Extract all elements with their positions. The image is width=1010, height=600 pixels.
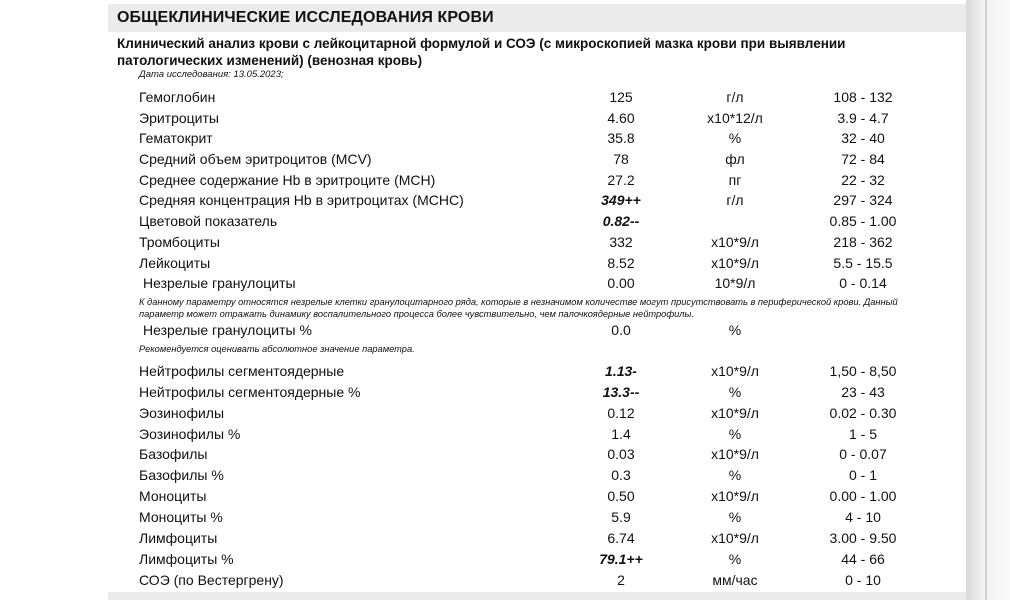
- test-subtitle: Клинический анализ крови с лейкоцитарной формулой и СОЭ (с микроскопией мазка крови при выявлении патологических изменений) (венозная кровь): [117, 36, 846, 68]
- row-name: Среднее содержание Hb в эритроците (MCH): [139, 172, 436, 188]
- result-row-segmented-neutrophils: [0, 363, 966, 383]
- row-name: Базофилы: [139, 446, 208, 462]
- row-name: Эозинофилы %: [139, 426, 241, 442]
- row-reference: 0.02 - 0.30: [829, 405, 897, 421]
- result-row-erythrocytes: [0, 110, 966, 130]
- row-reference: 0.00 - 1.00: [829, 488, 897, 504]
- row-name: Средний объем эритроцитов (MCV): [139, 151, 372, 167]
- row-value-flagged: 349++: [601, 192, 641, 208]
- row-reference: 218 - 362: [833, 234, 893, 250]
- row-unit: мм/час: [712, 572, 758, 588]
- row-value: 1.4: [611, 426, 631, 442]
- row-name: СОЭ (по Вестергрену): [139, 572, 284, 588]
- row-reference: 23 - 43: [841, 384, 885, 400]
- result-row-mchc: [0, 192, 966, 212]
- row-name: Незрелые гранулоциты %: [143, 322, 312, 338]
- row-unit: %: [728, 467, 742, 483]
- row-value: 35.8: [607, 130, 635, 146]
- row-name: Лимфоциты: [139, 530, 218, 546]
- row-unit: x10*9/л: [711, 405, 759, 421]
- row-name: Средняя концентрация Hb в эритроцитах (MCHC): [139, 192, 464, 208]
- row-value-flagged: 0.82--: [602, 213, 640, 229]
- row-value-flagged: 79.1++: [599, 551, 643, 567]
- row-reference: 0 - 10: [845, 572, 881, 588]
- row-reference: 4 - 10: [845, 509, 881, 525]
- row-value: 8.52: [607, 255, 635, 271]
- row-unit: x10*9/л: [711, 530, 759, 546]
- result-row-lymphocytes-percent: [0, 551, 966, 571]
- row-unit: 10*9/л: [714, 275, 756, 291]
- row-name: Гематокрит: [139, 130, 213, 146]
- row-value: 0.00: [607, 275, 635, 291]
- row-unit: %: [728, 130, 742, 146]
- row-reference: 1 - 5: [848, 426, 877, 442]
- immature-granulocytes-note: К данному параметру относятся незрелые клетки гранулоцитарного ряда, которые в незначимом количестве могут присутствовать в периферической крови. Данный параметр может отражать динамику воспалительного процесса более чувствительно, чем палочкоядерные нейтрофилы.: [139, 297, 898, 319]
- result-row-esr: [0, 572, 966, 592]
- row-reference: 108 - 132: [833, 89, 893, 105]
- row-value: 125: [609, 89, 633, 105]
- row-value: 4.60: [607, 110, 635, 126]
- footer-bar: [108, 592, 966, 600]
- row-reference: 3.00 - 9.50: [829, 530, 897, 546]
- row-name: Гемоглобин: [139, 89, 216, 105]
- row-value: 78: [613, 151, 629, 167]
- page-edge: [985, 0, 987, 600]
- row-value: 5.9: [611, 509, 631, 525]
- row-value: 0.03: [607, 446, 635, 462]
- result-row-monocytes-percent: [0, 509, 966, 529]
- row-unit: фл: [725, 151, 745, 167]
- row-name: Лейкоциты: [139, 255, 211, 271]
- result-row-segmented-neutrophils-percent: [0, 384, 966, 404]
- row-value: 0.50: [607, 488, 635, 504]
- row-value: 0.0: [611, 322, 631, 338]
- row-reference: 5.5 - 15.5: [833, 255, 893, 271]
- row-value: 332: [609, 234, 633, 250]
- row-reference: 22 - 32: [841, 172, 885, 188]
- row-name: Тромбоциты: [139, 234, 220, 250]
- result-row-hematocrit: [0, 130, 966, 150]
- row-name: Моноциты %: [139, 509, 223, 525]
- row-reference: 0 - 0.14: [839, 275, 887, 291]
- row-unit: x10*9/л: [711, 488, 759, 504]
- result-row-mch: [0, 172, 966, 192]
- row-value: 0.12: [607, 405, 635, 421]
- row-unit: пг: [728, 172, 742, 188]
- row-value: 2: [617, 572, 625, 588]
- row-name: Лимфоциты %: [139, 551, 234, 567]
- row-value: 6.74: [607, 530, 635, 546]
- row-name: Незрелые гранулоциты: [143, 275, 296, 291]
- result-row-immature-granulocytes: [0, 275, 966, 295]
- row-unit: г/л: [726, 89, 744, 105]
- result-row-monocytes: [0, 488, 966, 508]
- row-unit: %: [728, 509, 742, 525]
- page-shadow: [966, 0, 1010, 600]
- row-reference: 3.9 - 4.7: [837, 110, 889, 126]
- row-reference: 1,50 - 8,50: [829, 363, 897, 379]
- row-value: 0.3: [611, 467, 631, 483]
- row-reference: 32 - 40: [841, 130, 885, 146]
- row-unit: г/л: [726, 192, 744, 208]
- row-reference: 0.85 - 1.00: [829, 213, 897, 229]
- row-name: Эозинофилы: [139, 405, 225, 421]
- result-row-eosinophils-percent: [0, 426, 966, 446]
- row-reference: 0 - 0.07: [839, 446, 887, 462]
- row-unit: %: [728, 384, 742, 400]
- row-unit: %: [728, 322, 742, 338]
- result-row-platelets: [0, 234, 966, 254]
- row-unit: x10*9/л: [711, 234, 759, 250]
- result-row-lymphocytes: [0, 530, 966, 550]
- row-reference: 72 - 84: [841, 151, 885, 167]
- row-reference: 0 - 1: [848, 467, 877, 483]
- row-unit: %: [728, 426, 742, 442]
- section-title: ОБЩЕКЛИНИЧЕСКИЕ ИССЛЕДОВАНИЯ КРОВИ: [117, 9, 494, 26]
- row-unit: x10*9/л: [711, 255, 759, 271]
- result-row-leukocytes: [0, 255, 966, 275]
- row-unit: x10*9/л: [711, 363, 759, 379]
- row-unit: x10*9/л: [711, 446, 759, 462]
- row-value-flagged: 13.3--: [602, 384, 640, 400]
- result-row-color-index: [0, 213, 966, 233]
- row-name: Нейтрофилы сегментоядерные %: [139, 384, 361, 400]
- result-row-hemoglobin: [0, 89, 966, 109]
- result-row-eosinophils: [0, 405, 966, 425]
- row-reference: 297 - 324: [833, 192, 893, 208]
- row-reference: 44 - 66: [841, 551, 885, 567]
- row-value-flagged: 1.13-: [605, 363, 637, 379]
- row-unit: %: [728, 551, 742, 567]
- row-name: Эритроциты: [139, 110, 219, 126]
- study-date: Дата исследования: 13.05.2023;: [139, 69, 284, 80]
- result-row-mcv: [0, 151, 966, 171]
- row-name: Нейтрофилы сегментоядерные: [139, 363, 345, 379]
- row-name: Моноциты: [139, 488, 207, 504]
- row-name: Базофилы %: [139, 467, 224, 483]
- immature-granulocytes-percent-note: Рекомендуется оценивать абсолютное значение параметра.: [139, 344, 415, 354]
- result-row-basophils-percent: [0, 467, 966, 487]
- row-unit: x10*12/л: [707, 110, 763, 126]
- result-row-immature-granulocytes-percent: [0, 322, 966, 342]
- result-row-basophils: [0, 446, 966, 466]
- row-name: Цветовой показатель: [139, 213, 278, 229]
- row-value: 27.2: [607, 172, 635, 188]
